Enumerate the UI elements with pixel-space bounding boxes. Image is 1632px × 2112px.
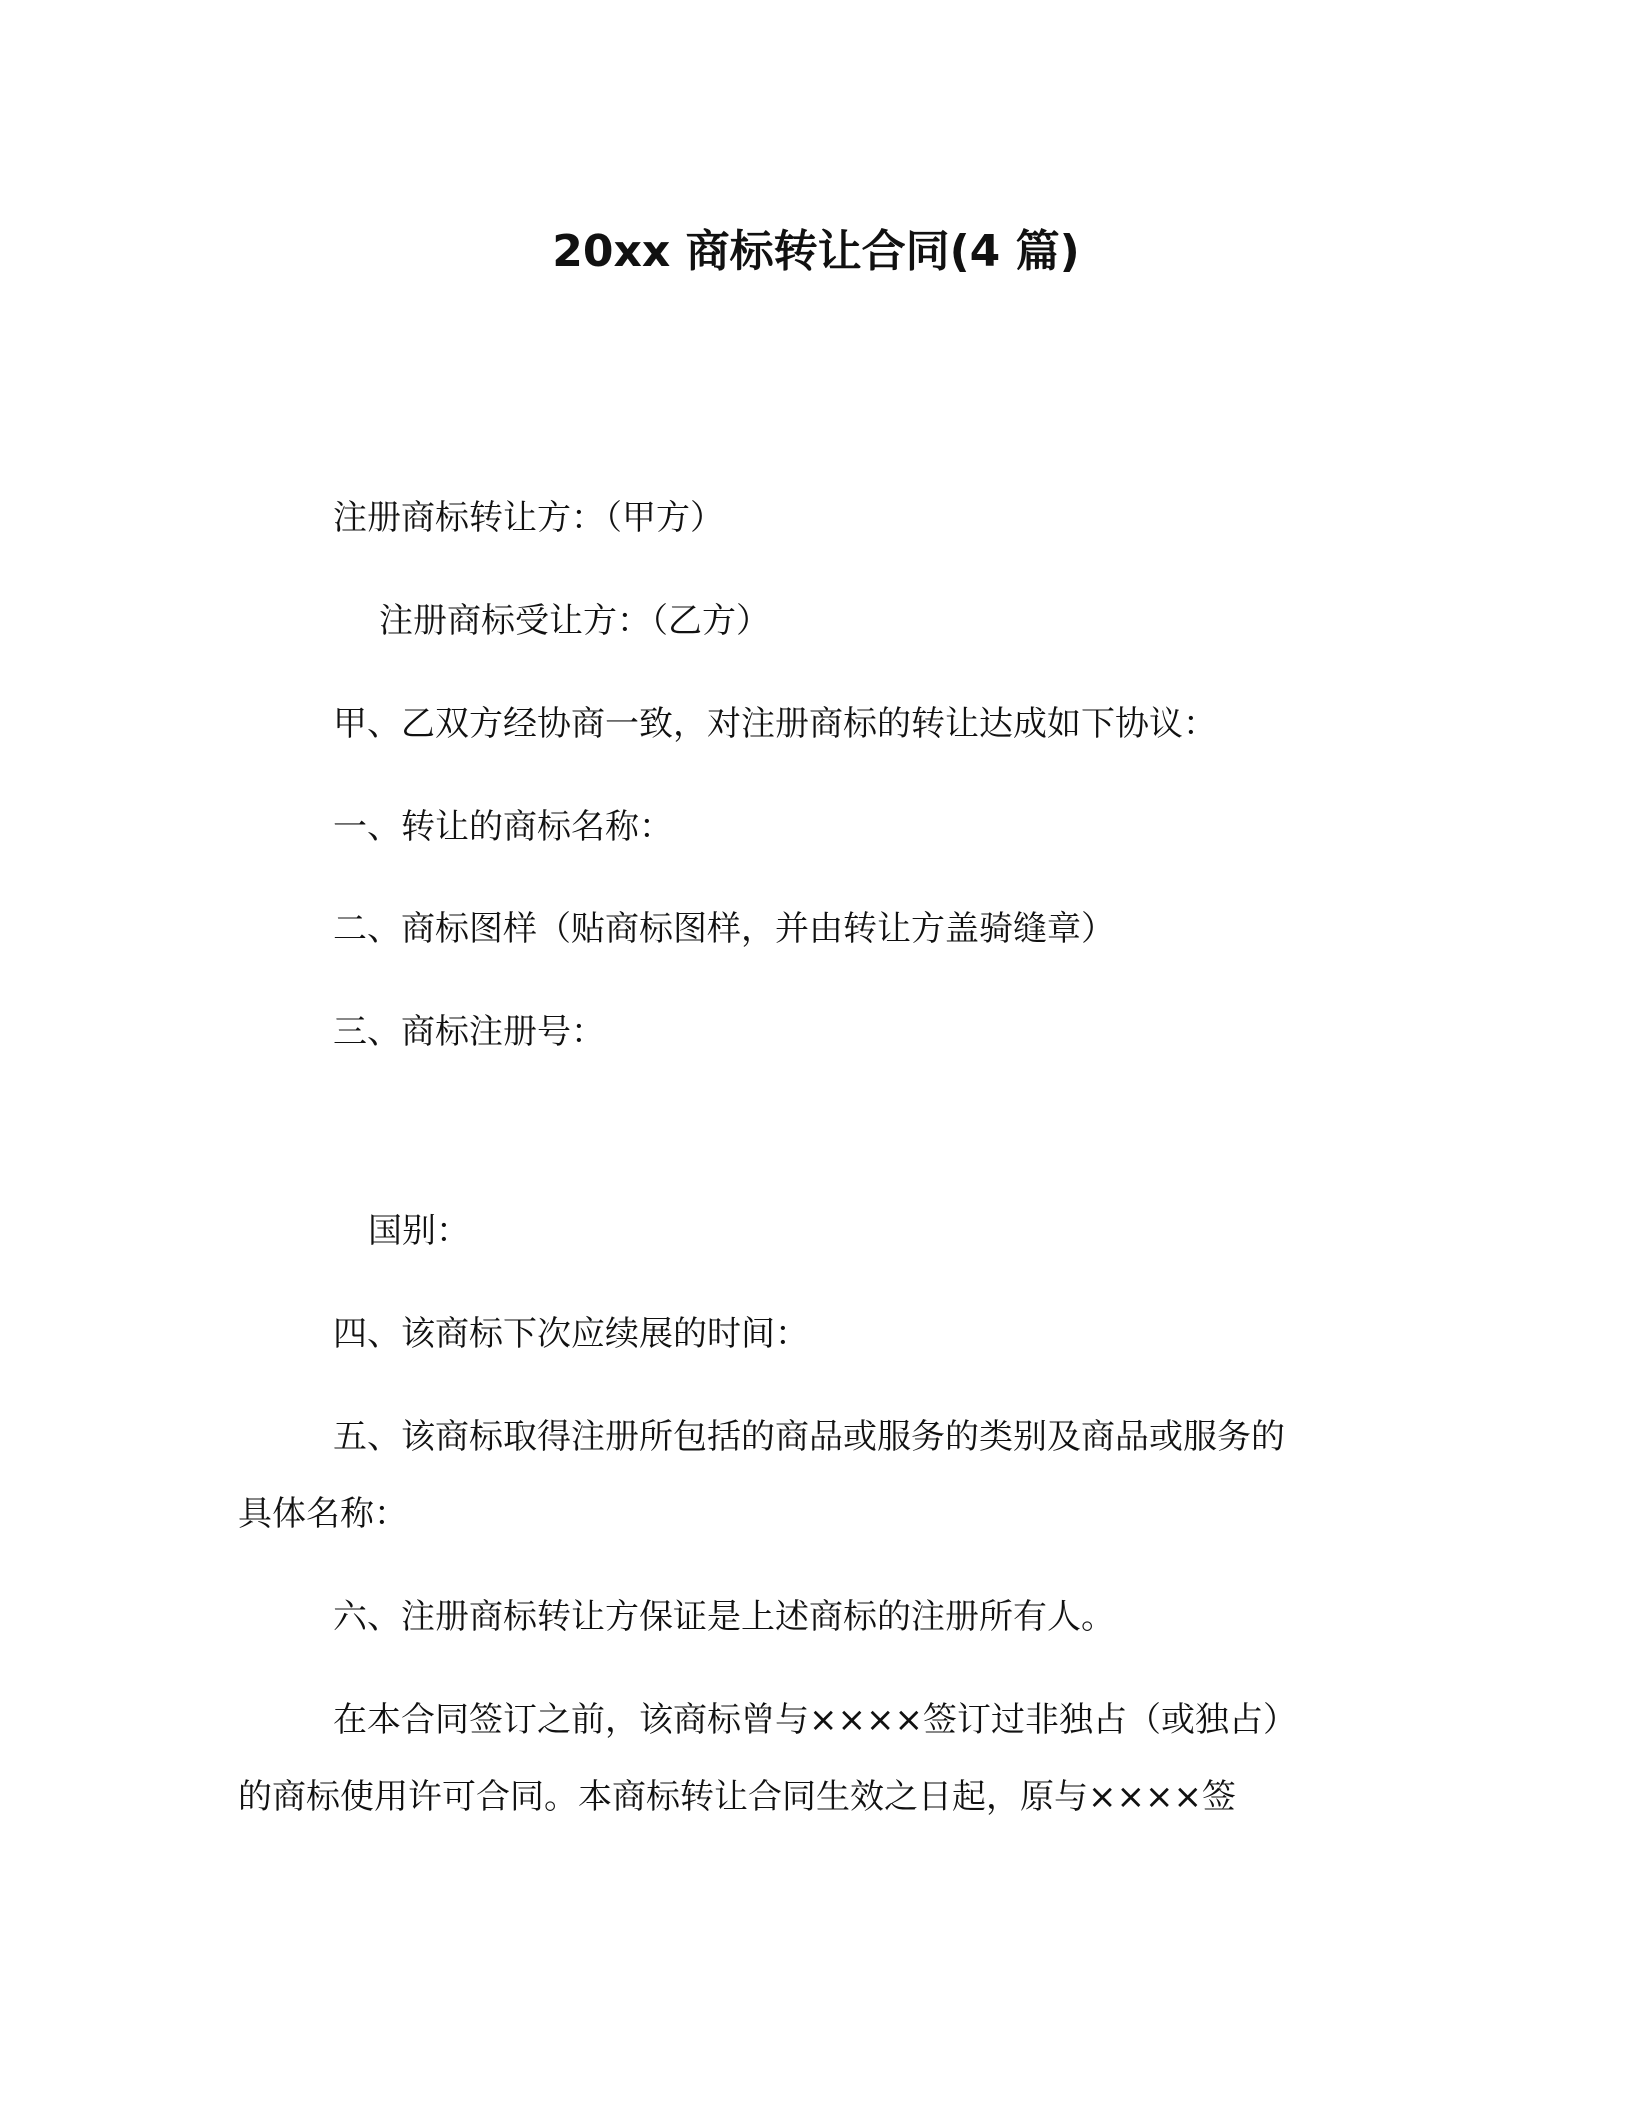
agreement-intro-line: 甲、乙双方经协商一致，对注册商标的转让达成如下协议： <box>333 704 1217 744</box>
country-line: 国别： <box>368 1211 470 1251</box>
clause-3-line: 三、商标注册号： <box>333 1012 605 1052</box>
clause-6-line: 六、注册商标转让方保证是上述商标的注册所有人。 <box>333 1597 1115 1637</box>
clause-2-line: 二、商标图样（贴商标图样，并由转让方盖骑缝章） <box>333 909 1115 949</box>
clause-5-continuation-line: 具体名称： <box>238 1494 408 1534</box>
license-note-line-1: 在本合同签订之前，该商标曾与××××签订过非独占（或独占） <box>333 1700 1297 1740</box>
license-note-line-2: 的商标使用许可合同。本商标转让合同生效之日起，原与××××签 <box>238 1777 1236 1817</box>
transferee-line: 注册商标受让方：（乙方） <box>379 601 770 641</box>
transferor-line: 注册商标转让方：（甲方） <box>333 498 724 538</box>
document-title: 20xx 商标转让合同(4 篇) <box>552 226 1080 277</box>
clause-1-line: 一、转让的商标名称： <box>333 807 673 847</box>
clause-5-line: 五、该商标取得注册所包括的商品或服务的类别及商品或服务的 <box>333 1417 1285 1457</box>
clause-4-line: 四、该商标下次应续展的时间： <box>333 1314 809 1354</box>
